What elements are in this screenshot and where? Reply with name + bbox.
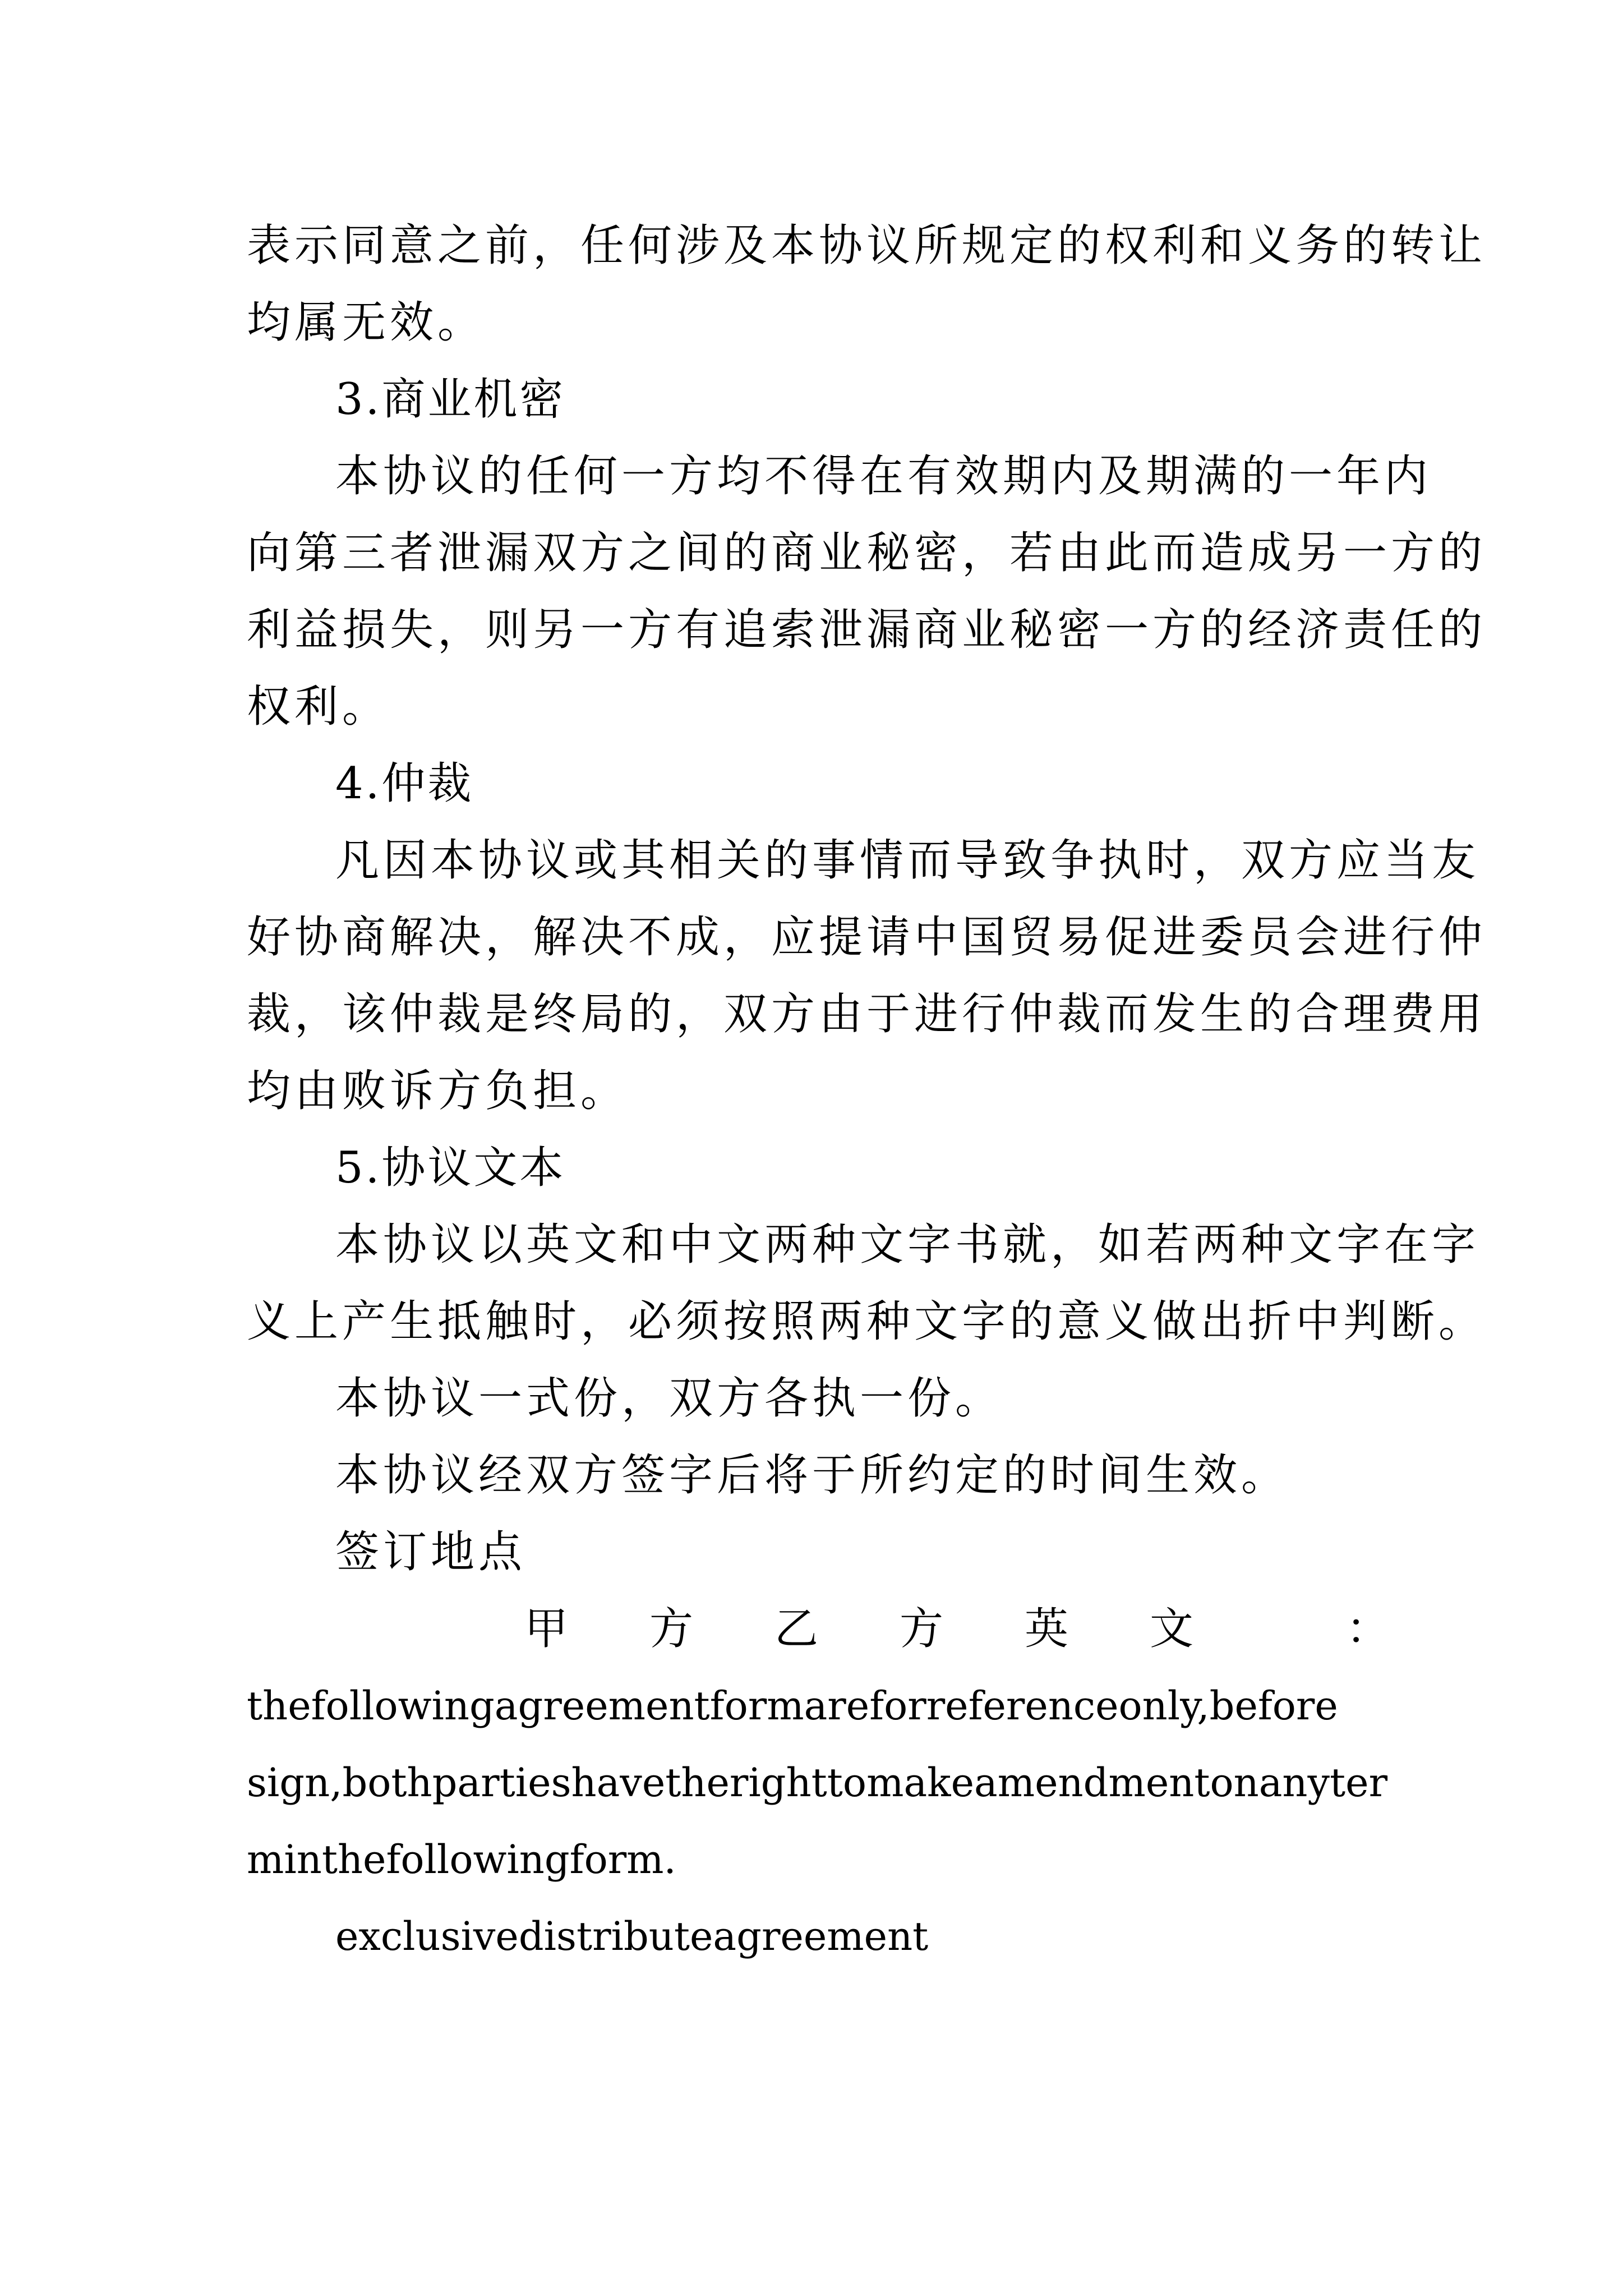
- document-body: [247, 208, 1487, 1975]
- english-label-char: 英: [1025, 1604, 1069, 1654]
- paragraph-line: 本协议经双方签字后将于所约定的时间生效。: [335, 1450, 1289, 1501]
- party-a-char: 方: [649, 1604, 694, 1654]
- paragraph-line: 本协议一式份，双方各执一份。: [335, 1373, 1003, 1424]
- paragraph-line: 表示同意之前，任何涉及本协议所规定的权利和义务的转让: [247, 220, 1487, 271]
- paragraph-line: 义上产生抵触时，必须按照两种文字的意义做出折中判断。: [247, 1296, 1487, 1347]
- english-label-char: 文: [1150, 1604, 1194, 1654]
- party-b-char: 方: [900, 1604, 944, 1654]
- section-heading-confidentiality: 3.商业机密: [335, 374, 566, 425]
- colon-char: ：: [1346, 1604, 1390, 1654]
- party-a-char: 甲: [524, 1604, 569, 1654]
- paragraph-line: 向第三者泄漏双方之间的商业秘密，若由此而造成另一方的: [247, 528, 1487, 578]
- english-title-line: exclusivedistributeagreement: [335, 1913, 929, 1959]
- paragraph-line: 好协商解决，解决不成，应提请中国贸易促进委员会进行仲: [247, 912, 1487, 963]
- signing-place-label: 签订地点: [335, 1527, 527, 1577]
- paragraph-line: 裁，该仲裁是终局的，双方由于进行仲裁而发生的合理费用: [247, 989, 1487, 1039]
- section-heading-agreement-text: 5.协议文本: [335, 1143, 566, 1193]
- paragraph-line: 本协议的任何一方均不得在有效期内及期满的一年内: [335, 451, 1432, 501]
- section-heading-arbitration: 4.仲裁: [335, 758, 474, 809]
- paragraph-line: 权利。: [247, 682, 390, 732]
- parties-line: [247, 1591, 1391, 1668]
- party-b-char: 乙: [774, 1604, 819, 1654]
- paragraph-line: 凡因本协议或其相关的事情而导致争执时，双方应当友: [335, 835, 1480, 886]
- english-line: sign,bothpartieshavetherighttomakeamendmentonanyter: [247, 1760, 1388, 1806]
- paragraph-line: 均由败诉方负担。: [247, 1066, 629, 1116]
- english-line: thefollowingagreementformareforreferenceonly,before: [247, 1683, 1338, 1729]
- paragraph-line: 利益损失，则另一方有追索泄漏商业秘密一方的经济责任的: [247, 605, 1487, 655]
- paragraph-line: 本协议以英文和中文两种文字书就，如若两种文字在字: [335, 1220, 1480, 1270]
- english-line: minthefollowingform.: [247, 1837, 676, 1883]
- paragraph-line: 均属无效。: [247, 297, 486, 348]
